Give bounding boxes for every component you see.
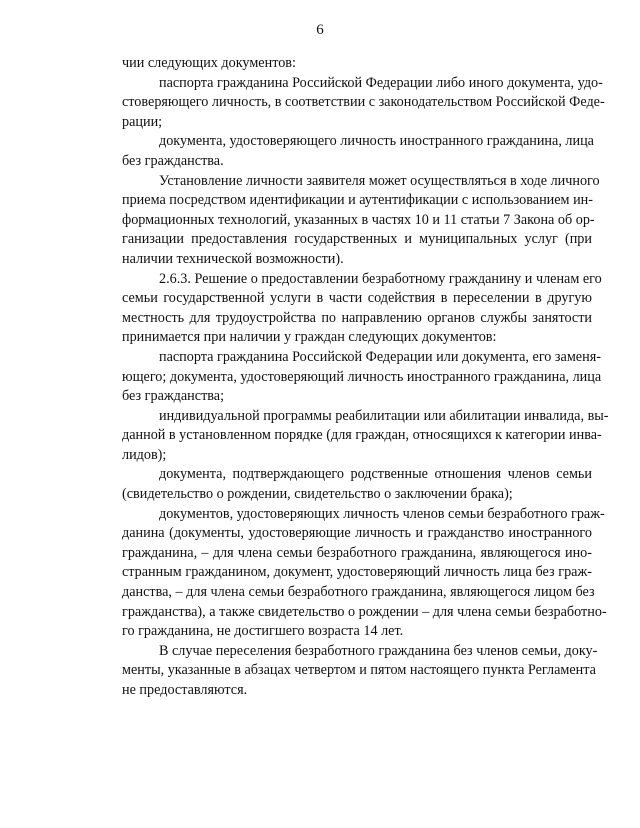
text-line: стоверяющего личность, в соответствии с законодательством Российской Феде- — [122, 94, 605, 111]
text-line: наличии технической возможности). — [122, 250, 344, 267]
text-line: лидов); — [122, 446, 167, 463]
text-line: ганизации предоставления государственных и муниципальных услуг (при — [122, 231, 592, 248]
text-line: гражданства), а также свидетельство о рождении – для члена семьи безработно- — [122, 603, 607, 620]
text-line: приема посредством идентификации и аутентификации с использованием ин- — [122, 192, 593, 209]
text-line: 2.6.3. Решение о предоставлении безработному гражданину и членам его — [159, 270, 602, 287]
text-line: местность для трудоустройства по направлению органов службы занятости — [122, 309, 592, 326]
page-number: 6 — [316, 22, 324, 38]
text-line: без гражданства. — [122, 152, 224, 169]
text-line: гражданина, – для члена семьи безработного гражданина, являющегося ино- — [122, 544, 592, 561]
text-line: данной в установленном порядке (для граждан, относящихся к категории инва- — [122, 427, 602, 444]
text-line: странным гражданином, документ, удостоверяющий личность лица без граж- — [122, 564, 592, 581]
text-line: паспорта гражданина Российской Федерации или документа, его заменя- — [159, 348, 601, 365]
document-body — [122, 54, 609, 701]
text-line: принимается при наличии у граждан следующих документов: — [122, 329, 497, 346]
text-line: (свидетельство о рождении, свидетельство о заключении брака); — [122, 486, 513, 503]
text-line: чии следующих документов: — [122, 55, 296, 71]
text-line: данства, – для члена семьи безработного гражданина, являющегося лицом без — [122, 584, 595, 601]
text-line: В случае переселения безработного гражданина без членов семьи, доку- — [159, 642, 598, 659]
text-line: го гражданина, не достигшего возраста 14 лет. — [122, 623, 404, 640]
text-line: без гражданства; — [122, 388, 225, 405]
text-line: рации; — [122, 113, 163, 130]
text-line: индивидуальной программы реабилитации или абилитации инвалида, вы- — [159, 407, 609, 424]
text-line: документов, удостоверяющих личность членов семьи безработного граж- — [159, 505, 605, 522]
text-line: формационных технологий, указанных в частях 10 и 11 статьи 7 Закона об ор- — [122, 211, 595, 228]
text-line: семьи государственной услуги в части содействия в переселении в другую — [122, 290, 592, 307]
text-line: Установление личности заявителя может осуществляться в ходе личного — [159, 172, 600, 189]
text-line: менты, указанные в абзацах четвертом и пятом настоящего пункта Регламента — [122, 662, 596, 679]
text-line: не предоставляются. — [122, 682, 248, 698]
text-line: документа, удостоверяющего личность иностранного гражданина, лица — [159, 133, 594, 150]
text-line: документа, подтверждающего родственные отношения членов семьи — [159, 466, 592, 483]
text-line: ющего; документа, удостоверяющий личность иностранного гражданина, лица — [122, 368, 602, 385]
text-line: паспорта гражданина Российской Федерации либо иного документа, удо- — [159, 74, 603, 91]
text-line: данина (документы, удостоверяющие личность и гражданство иностранного — [122, 525, 592, 542]
